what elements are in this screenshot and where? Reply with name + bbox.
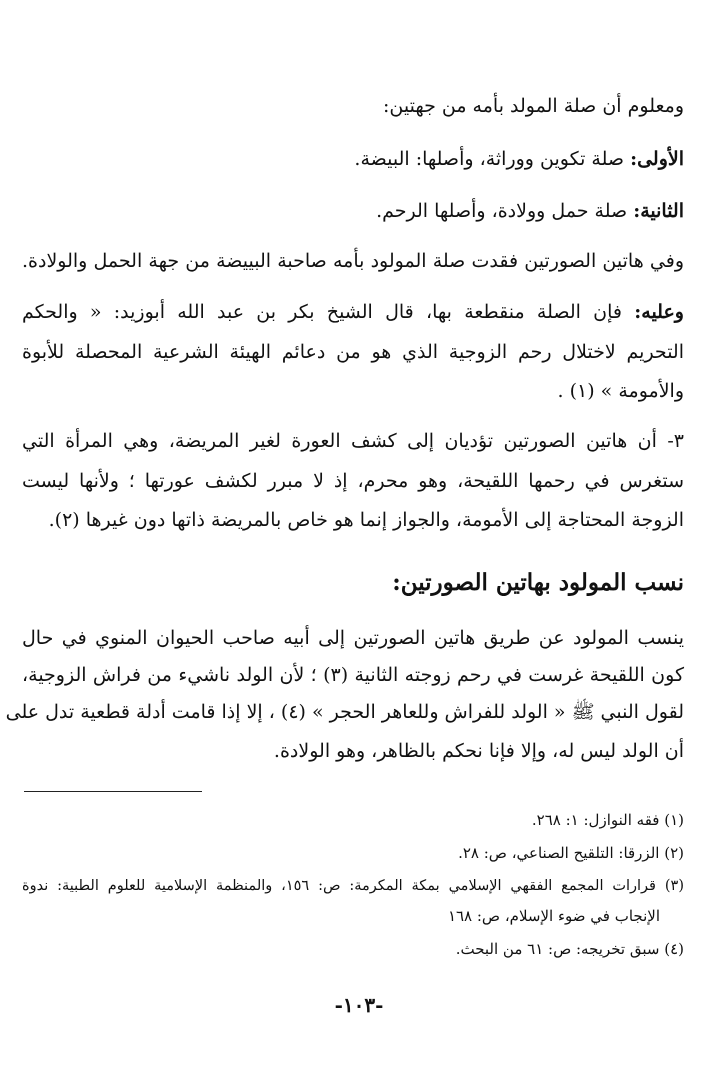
footnote-2: [22, 842, 684, 864]
footnote-3-text-1: (٣) قرارات المجمع الفقهي الإسلامي بمكة المكرمة: ص: ١٥٦، والمنظمة الإسلامية للعلوم الطبية: ندوة: [22, 878, 684, 894]
lineage-line-2: [22, 661, 684, 689]
intro-paragraph: [22, 92, 684, 120]
footnote-4: [22, 938, 684, 960]
footnote-separator: [24, 791, 202, 792]
lineage-line-3: [5, 698, 684, 726]
accordingly-text-2: التحريم لاختلال رحم الزوجية الذي هو من دعائم الهيئة الشرعية المحصلة للأبوة: [22, 341, 684, 363]
accordingly-text-1: فإن الصلة منقطعة بها، قال الشيخ بكر بن عبد الله أبوزيد: « والحكم: [22, 301, 635, 323]
footnote-4-text: (٤) سبق تخريجه: ص: ٦١ من البحث.: [455, 940, 684, 958]
lineage-text-2: كون اللقيحة غرست في رحم زوجته الثانية (٣) ؛ لأن الولد ناشيء من فراش الزوجية،: [22, 664, 684, 686]
accordingly-line-3: [22, 377, 684, 405]
footnote-2-text: (٢) الزرقا: التلقيح الصناعي، ص: ٢٨.: [458, 844, 684, 862]
footnote-1: [22, 809, 684, 831]
second-text: صلة حمل وولادة، وأصلها الرحم.: [376, 200, 634, 222]
point3-line-3: [22, 506, 684, 534]
page-number: [0, 993, 718, 1017]
lineage-line-4: [22, 737, 684, 765]
lineage-text-3: لقول النبي ﷺ « الولد للفراش وللعاهر الحجر » (٤) ، إلا إذا قامت أدلة قطعية تدل على: [5, 701, 684, 723]
first-connection-item: [22, 145, 684, 173]
point3-line-2: [22, 467, 684, 495]
accordingly-label: وعليه:: [634, 301, 684, 323]
lineage-text-4: أن الولد ليس له، وإلا فإنا نحكم بالظاهر، وهو الولادة.: [273, 740, 684, 762]
second-label: الثانية:: [633, 200, 684, 222]
accordingly-line-1: [22, 298, 684, 326]
loss-text: وفي هاتين الصورتين فقدت صلة المولود بأمه صاحبة البييضة من جهة الحمل والولادة.: [22, 250, 684, 272]
accordingly-text-3: والأمومة » (١) .: [557, 380, 684, 402]
lineage-text-1: ينسب المولود عن طريق هاتين الصورتين إلى أبيه صاحب الحيوان المنوي في حال: [22, 627, 684, 649]
section-heading: [22, 569, 684, 597]
footnote-3-line-1: [22, 875, 684, 897]
first-text: صلة تكوين ووراثة، وأصلها: البيضة.: [354, 148, 631, 170]
page-number-text: -١٠٣-: [334, 993, 384, 1017]
section-heading-text: نسب المولود بهاتين الصورتين:: [392, 569, 684, 596]
footnote-3-line-2: [22, 905, 660, 927]
point3-text-2: ستغرس في رحمها اللقيحة، وهو محرم، إذ لا مبرر لكشف عورتها ؛ ولأنها ليست: [22, 470, 684, 492]
point3-text-1: ٣- أن هاتين الصورتين تؤديان إلى كشف العورة لغير المريضة، وهي المرأة التي: [22, 430, 684, 452]
lineage-line-1: [22, 624, 684, 652]
point3-text-3: الزوجة المحتاجة إلى الأمومة، والجواز إنما هو خاص بالمريضة ذاتها دون غيرها (٢).: [48, 509, 684, 531]
loss-paragraph: [22, 247, 684, 275]
footnote-1-text: (١) فقه النوازل: ١: ٢٦٨.: [531, 811, 684, 829]
intro-text: ومعلوم أن صلة المولد بأمه من جهتين:: [382, 95, 684, 117]
accordingly-line-2: [22, 338, 684, 366]
second-connection-item: [22, 197, 684, 225]
point3-line-1: [22, 427, 684, 455]
first-label: الأولى:: [630, 148, 684, 170]
footnote-3-text-2: الإنجاب في ضوء الإسلام، ص: ١٦٨: [447, 907, 660, 925]
